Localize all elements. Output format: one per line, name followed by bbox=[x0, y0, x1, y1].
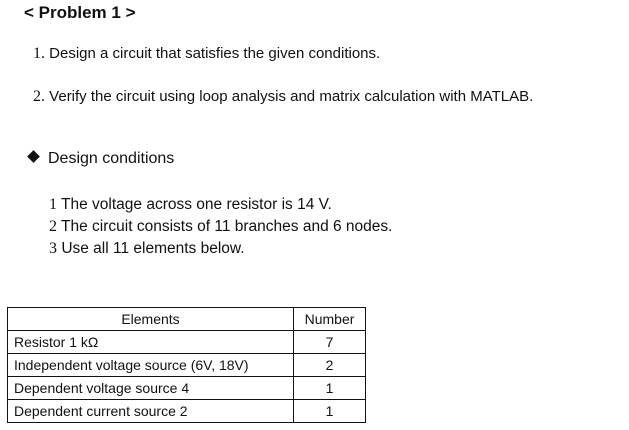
task-1-number: 1. bbox=[33, 45, 45, 62]
element-count: 2 bbox=[294, 354, 366, 377]
element-count: 1 bbox=[294, 377, 366, 400]
task-1 bbox=[33, 45, 380, 63]
condition-2-number: 2 bbox=[49, 218, 57, 235]
condition-1 bbox=[49, 196, 332, 214]
conditions-heading-text: Design conditions bbox=[48, 150, 175, 167]
condition-3-text: Use all 11 elements below. bbox=[61, 240, 245, 257]
condition-3-number: 3 bbox=[49, 240, 57, 257]
elements-table bbox=[7, 307, 366, 423]
condition-2-text: The circuit consists of 11 branches and 6 nodes. bbox=[61, 218, 393, 235]
diamond-bullet-icon bbox=[27, 150, 40, 163]
table-row bbox=[8, 400, 366, 423]
element-name: Independent voltage source (6V, 18V) bbox=[8, 354, 294, 377]
header-elements: Elements bbox=[8, 308, 294, 331]
condition-2 bbox=[49, 218, 392, 236]
task-2 bbox=[33, 88, 533, 106]
element-name: Resistor 1 kΩ bbox=[8, 331, 294, 354]
element-name: Dependent voltage source 4 bbox=[8, 377, 294, 400]
table-row bbox=[8, 331, 366, 354]
condition-1-text: The voltage across one resistor is 14 V. bbox=[61, 196, 332, 213]
conditions-heading bbox=[29, 150, 174, 168]
table-row bbox=[8, 354, 366, 377]
condition-3 bbox=[49, 240, 245, 258]
task-2-text: Verify the circuit using loop analysis and matrix calculation with MATLAB. bbox=[49, 88, 534, 105]
table-header-row bbox=[8, 308, 366, 331]
table-row bbox=[8, 377, 366, 400]
element-name: Dependent current source 2 bbox=[8, 400, 294, 423]
condition-1-number: 1 bbox=[49, 196, 57, 213]
task-2-number: 2. bbox=[33, 88, 45, 105]
header-number: Number bbox=[294, 308, 366, 331]
element-count: 7 bbox=[294, 331, 366, 354]
task-1-text: Design a circuit that satisfies the given conditions. bbox=[49, 45, 381, 62]
problem-title: < Problem 1 > bbox=[24, 3, 136, 22]
element-count: 1 bbox=[294, 400, 366, 423]
